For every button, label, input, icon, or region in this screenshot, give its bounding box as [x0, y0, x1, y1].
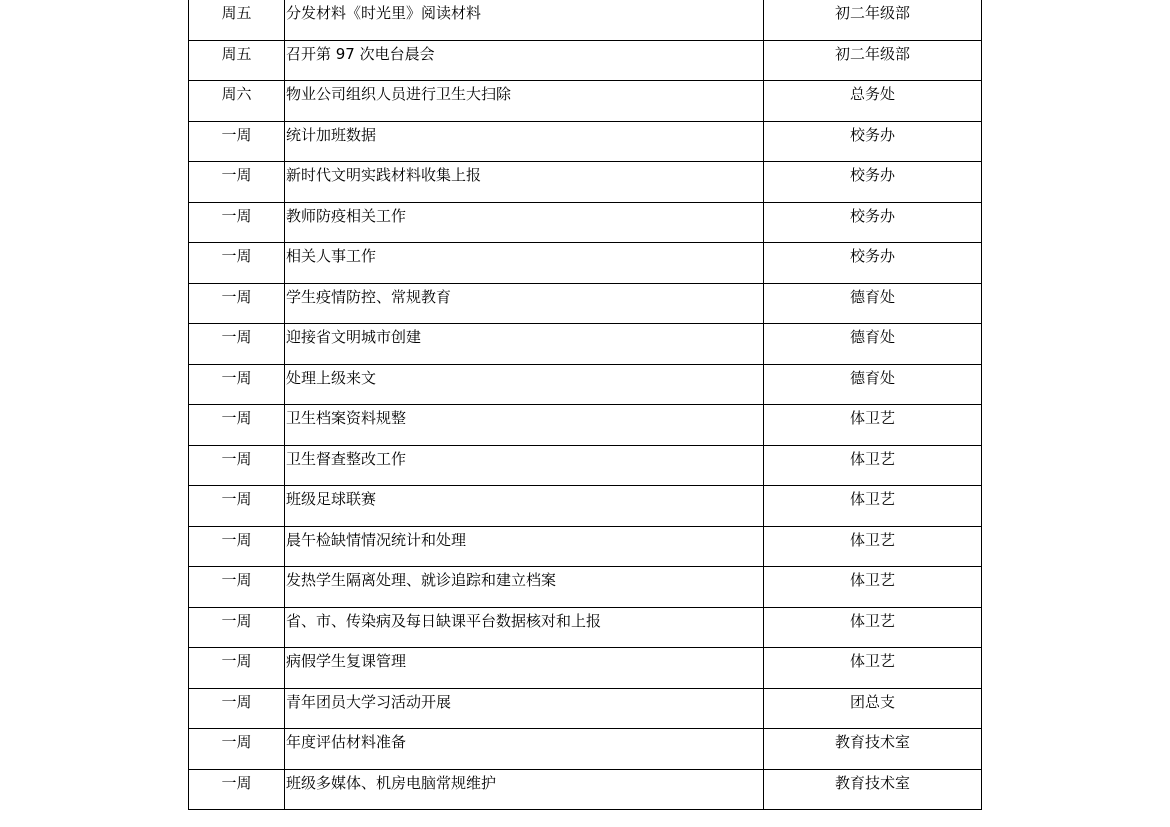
- department-cell-text: 初二年级部: [834, 4, 910, 22]
- day-cell-text: 一周: [221, 206, 252, 225]
- department-cell-text: 德育处: [849, 328, 895, 346]
- day-cell-text: 周五: [221, 4, 252, 22]
- table-row: [189, 40, 982, 81]
- task-cell: [285, 526, 764, 567]
- department-cell-text: 校务办: [849, 125, 895, 144]
- department-cell: [764, 526, 982, 567]
- task-cell-text: 处理上级来文: [286, 368, 377, 387]
- day-cell-text: 一周: [221, 490, 252, 508]
- department-cell: [764, 445, 982, 486]
- department-cell: [764, 243, 982, 284]
- task-cell: [285, 769, 764, 810]
- department-cell: [764, 40, 982, 81]
- day-cell: [189, 648, 285, 689]
- day-cell: [189, 121, 285, 162]
- day-cell: [189, 445, 285, 486]
- table-row: [189, 607, 982, 648]
- task-cell: [285, 648, 764, 689]
- table-row: [189, 729, 982, 770]
- task-cell-text: 卫生档案资料规整: [286, 409, 407, 427]
- task-cell: [285, 121, 764, 162]
- day-cell-text: 一周: [221, 733, 252, 751]
- department-cell-text: 总务处: [849, 85, 895, 103]
- table-row: [189, 486, 982, 527]
- day-cell: [189, 405, 285, 446]
- task-cell-text: 分发材料《时光里》阅读材料: [286, 4, 482, 22]
- day-cell: [189, 81, 285, 122]
- department-cell-text: 体卫艺: [849, 530, 895, 549]
- task-cell-text: 物业公司组织人员进行卫生大扫除: [286, 85, 512, 103]
- task-cell: [285, 567, 764, 608]
- department-cell-text: 德育处: [849, 287, 895, 306]
- day-cell-text: 一周: [221, 368, 252, 387]
- table-row: [189, 283, 982, 324]
- task-cell: [285, 364, 764, 405]
- day-cell-text: 一周: [221, 125, 252, 144]
- task-cell: [285, 202, 764, 243]
- day-cell: [189, 526, 285, 567]
- day-cell-text: 周五: [221, 44, 252, 63]
- day-cell: [189, 688, 285, 729]
- day-cell-text: 周六: [221, 85, 252, 103]
- department-cell: [764, 769, 982, 810]
- task-cell-text: 召开第 97 次电台晨会: [286, 44, 435, 63]
- department-cell-text: 校务办: [849, 166, 895, 184]
- task-cell: [285, 324, 764, 365]
- department-cell-text: 体卫艺: [849, 611, 895, 630]
- task-cell-text: 发热学生隔离处理、就诊追踪和建立档案: [286, 571, 557, 589]
- day-cell: [189, 769, 285, 810]
- department-cell: [764, 162, 982, 203]
- task-cell-text: 教师防疫相关工作: [286, 206, 407, 225]
- department-cell-text: 校务办: [849, 247, 895, 265]
- task-cell: [285, 729, 764, 770]
- day-cell: [189, 486, 285, 527]
- day-cell-text: 一周: [221, 571, 252, 589]
- day-cell: [189, 324, 285, 365]
- task-cell: [285, 0, 764, 40]
- department-cell: [764, 364, 982, 405]
- department-cell: [764, 405, 982, 446]
- department-cell-text: 校务办: [849, 206, 895, 225]
- table-row: [189, 567, 982, 608]
- table-row: [189, 162, 982, 203]
- day-cell: [189, 729, 285, 770]
- department-cell: [764, 121, 982, 162]
- department-cell: [764, 607, 982, 648]
- table-row: [189, 243, 982, 284]
- day-cell-text: 一周: [221, 530, 252, 549]
- table-row: [189, 688, 982, 729]
- schedule-table-body: [189, 0, 982, 810]
- day-cell-text: 一周: [221, 692, 252, 711]
- day-cell-text: 一周: [221, 611, 252, 630]
- department-cell-text: 团总支: [849, 692, 895, 711]
- task-cell-text: 新时代文明实践材料收集上报: [286, 166, 482, 184]
- day-cell: [189, 202, 285, 243]
- task-cell-text: 班级足球联赛: [286, 490, 377, 508]
- department-cell-text: 体卫艺: [849, 571, 895, 589]
- task-cell: [285, 405, 764, 446]
- task-cell: [285, 445, 764, 486]
- task-cell-text: 省、市、传染病及每日缺课平台数据核对和上报: [286, 611, 602, 630]
- department-cell: [764, 324, 982, 365]
- task-cell-text: 班级多媒体、机房电脑常规维护: [286, 773, 497, 792]
- task-cell: [285, 486, 764, 527]
- department-cell: [764, 0, 982, 40]
- task-cell-text: 统计加班数据: [286, 125, 377, 144]
- task-cell-text: 病假学生复课管理: [286, 652, 407, 670]
- day-cell-text: 一周: [221, 247, 252, 265]
- table-row: [189, 324, 982, 365]
- task-cell-text: 学生疫情防控、常规教育: [286, 287, 452, 306]
- day-cell: [189, 40, 285, 81]
- day-cell-text: 一周: [221, 287, 252, 306]
- department-cell-text: 教育技术室: [834, 733, 910, 751]
- day-cell-text: 一周: [221, 773, 252, 792]
- department-cell-text: 体卫艺: [849, 409, 895, 427]
- table-row: [189, 445, 982, 486]
- table-row: [189, 0, 982, 40]
- day-cell-text: 一周: [221, 449, 252, 468]
- task-cell: [285, 688, 764, 729]
- task-cell-text: 年度评估材料准备: [286, 733, 407, 751]
- day-cell-text: 一周: [221, 328, 252, 346]
- table-row: [189, 364, 982, 405]
- table-row: [189, 81, 982, 122]
- department-cell-text: 初二年级部: [834, 44, 910, 63]
- task-cell: [285, 607, 764, 648]
- task-cell-text: 相关人事工作: [286, 247, 377, 265]
- department-cell: [764, 283, 982, 324]
- task-cell-text: 迎接省文明城市创建: [286, 328, 422, 346]
- task-cell-text: 晨午检缺情情况统计和处理: [286, 530, 467, 549]
- day-cell: [189, 607, 285, 648]
- day-cell: [189, 567, 285, 608]
- day-cell: [189, 364, 285, 405]
- day-cell-text: 一周: [221, 409, 252, 427]
- task-cell: [285, 283, 764, 324]
- department-cell: [764, 688, 982, 729]
- table-row: [189, 202, 982, 243]
- table-row: [189, 405, 982, 446]
- task-cell-text: 卫生督查整改工作: [286, 449, 407, 468]
- day-cell-text: 一周: [221, 652, 252, 670]
- department-cell: [764, 729, 982, 770]
- task-cell-text: 青年团员大学习活动开展: [286, 692, 452, 711]
- department-cell-text: 体卫艺: [849, 490, 895, 508]
- table-row: [189, 769, 982, 810]
- day-cell-text: 一周: [221, 166, 252, 184]
- table-row: [189, 648, 982, 689]
- task-cell: [285, 40, 764, 81]
- table-row: [189, 121, 982, 162]
- day-cell: [189, 162, 285, 203]
- department-cell: [764, 81, 982, 122]
- department-cell: [764, 202, 982, 243]
- department-cell-text: 教育技术室: [834, 773, 910, 792]
- day-cell: [189, 283, 285, 324]
- department-cell: [764, 648, 982, 689]
- task-cell: [285, 162, 764, 203]
- task-cell: [285, 243, 764, 284]
- department-cell: [764, 567, 982, 608]
- day-cell: [189, 0, 285, 40]
- department-cell-text: 体卫艺: [849, 652, 895, 670]
- department-cell: [764, 486, 982, 527]
- task-cell: [285, 81, 764, 122]
- department-cell-text: 体卫艺: [849, 449, 895, 468]
- schedule-table: [188, 0, 982, 810]
- table-row: [189, 526, 982, 567]
- day-cell: [189, 243, 285, 284]
- department-cell-text: 德育处: [849, 368, 895, 387]
